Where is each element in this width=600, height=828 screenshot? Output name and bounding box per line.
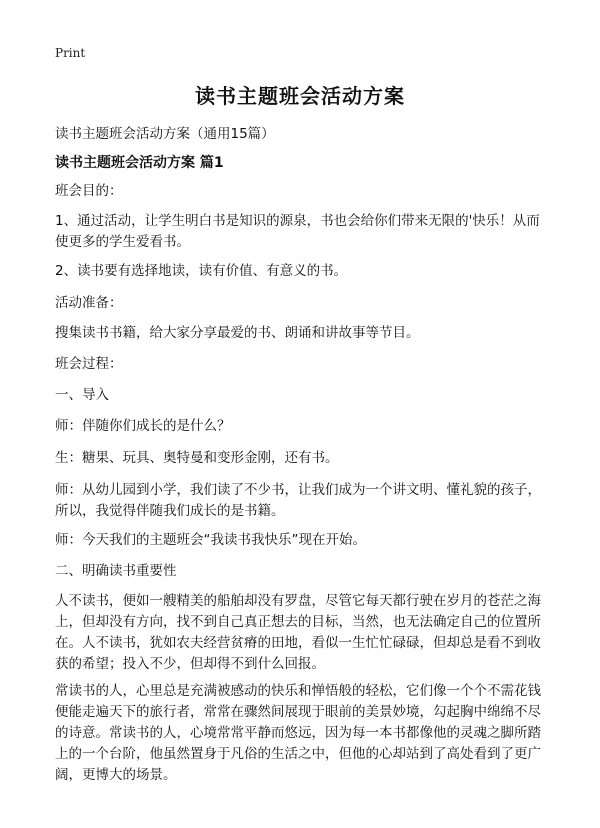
paragraph-process-label	[55, 354, 550, 375]
text-line: 师：伴随你们成长的是什么？	[55, 418, 231, 434]
text-line: 阔，更博大的场景。	[55, 767, 177, 783]
paragraph-goal-2	[55, 261, 550, 282]
text-line: 获的希望；投入不少，但却得不到什么回报。	[55, 656, 325, 672]
text-line: 常读书的人，心里总是充满被感动的快乐和惮悟般的轻松，它们像一个个不需花钱	[55, 683, 541, 699]
text-line: 班会过程：	[55, 356, 123, 372]
section-heading: 读书主题班会活动方案 篇1	[55, 155, 224, 171]
text-line: 1、通过活动，让学生明白书是知识的源泉，书也会给你们带来无限的'快乐！从而	[55, 213, 540, 229]
text-line: 上，但却没有方向，找不到自己真正想去的目标，当然，也无法确定自己的位置所	[55, 614, 541, 630]
paragraph-prep-label	[55, 293, 550, 314]
text-line: 班会目的：	[55, 183, 123, 199]
text-line: 二、明确读书重要性	[55, 563, 177, 579]
paragraph-section-1	[55, 385, 550, 406]
text-line: 便能走遍天下的旅行者，常常在骤然间展现于眼前的美景妙境，勾起胸中绵绵不尽	[55, 704, 541, 720]
print-link[interactable]: Print	[55, 46, 86, 60]
paragraph-importance-2	[55, 681, 550, 786]
page-title: 读书主题班会活动方案	[195, 84, 405, 108]
paragraph-teacher-2	[55, 530, 550, 551]
paragraph-importance-1	[55, 591, 550, 675]
paragraph-section-2	[55, 561, 550, 582]
text-line: 搜集读书书籍，给大家分享最爱的书、朗诵和讲故事等节目。	[55, 325, 420, 341]
text-line: 一、导入	[55, 387, 109, 403]
text-line: 生：糖果、玩具、奥特曼和变形金刚，还有书。	[55, 450, 339, 466]
text-line: 使更多的学生爱看书。	[55, 234, 190, 250]
paragraph-teacher-question	[55, 416, 550, 437]
text-line: 上的一个台阶，他虽然置身于凡俗的生活之中，但他的心却站到了高处看到了更广	[55, 746, 541, 762]
text-line: 2、读书要有选择地读，读有价值、有意义的书。	[55, 263, 348, 279]
paragraph-goal-1	[55, 211, 550, 253]
paragraph-student-answer	[55, 448, 550, 469]
text-line: 活动准备：	[55, 295, 123, 311]
text-line: 的诗意。常读书的人，心境常常平静而悠远，因为每一本书都像他的灵魂之脚所踏	[55, 725, 541, 741]
text-line: 所以，我觉得伴随我们成长的是书籍。	[55, 503, 285, 519]
text-line: 师：今天我们的主题班会“我读书我快乐”现在开始。	[55, 532, 366, 548]
text-line: 人不读书，便如一艘精美的船舶却没有罗盘，尽管它每天都行驶在岁月的苍茫之海	[55, 593, 541, 609]
paragraph-teacher-1	[55, 480, 550, 522]
paragraph-goal-label	[55, 181, 550, 202]
text-line: 在。人不读书，犹如农夫经营贫瘠的田地，看似一生忙忙碌碌，但却总是看不到收	[55, 635, 541, 651]
document-subtitle: 读书主题班会活动方案（通用15篇）	[55, 126, 275, 142]
text-line: 师：从幼儿园到小学，我们读了不少书，让我们成为一个讲文明、懂礼貌的孩子，	[55, 482, 541, 498]
paragraph-prep	[55, 323, 550, 344]
